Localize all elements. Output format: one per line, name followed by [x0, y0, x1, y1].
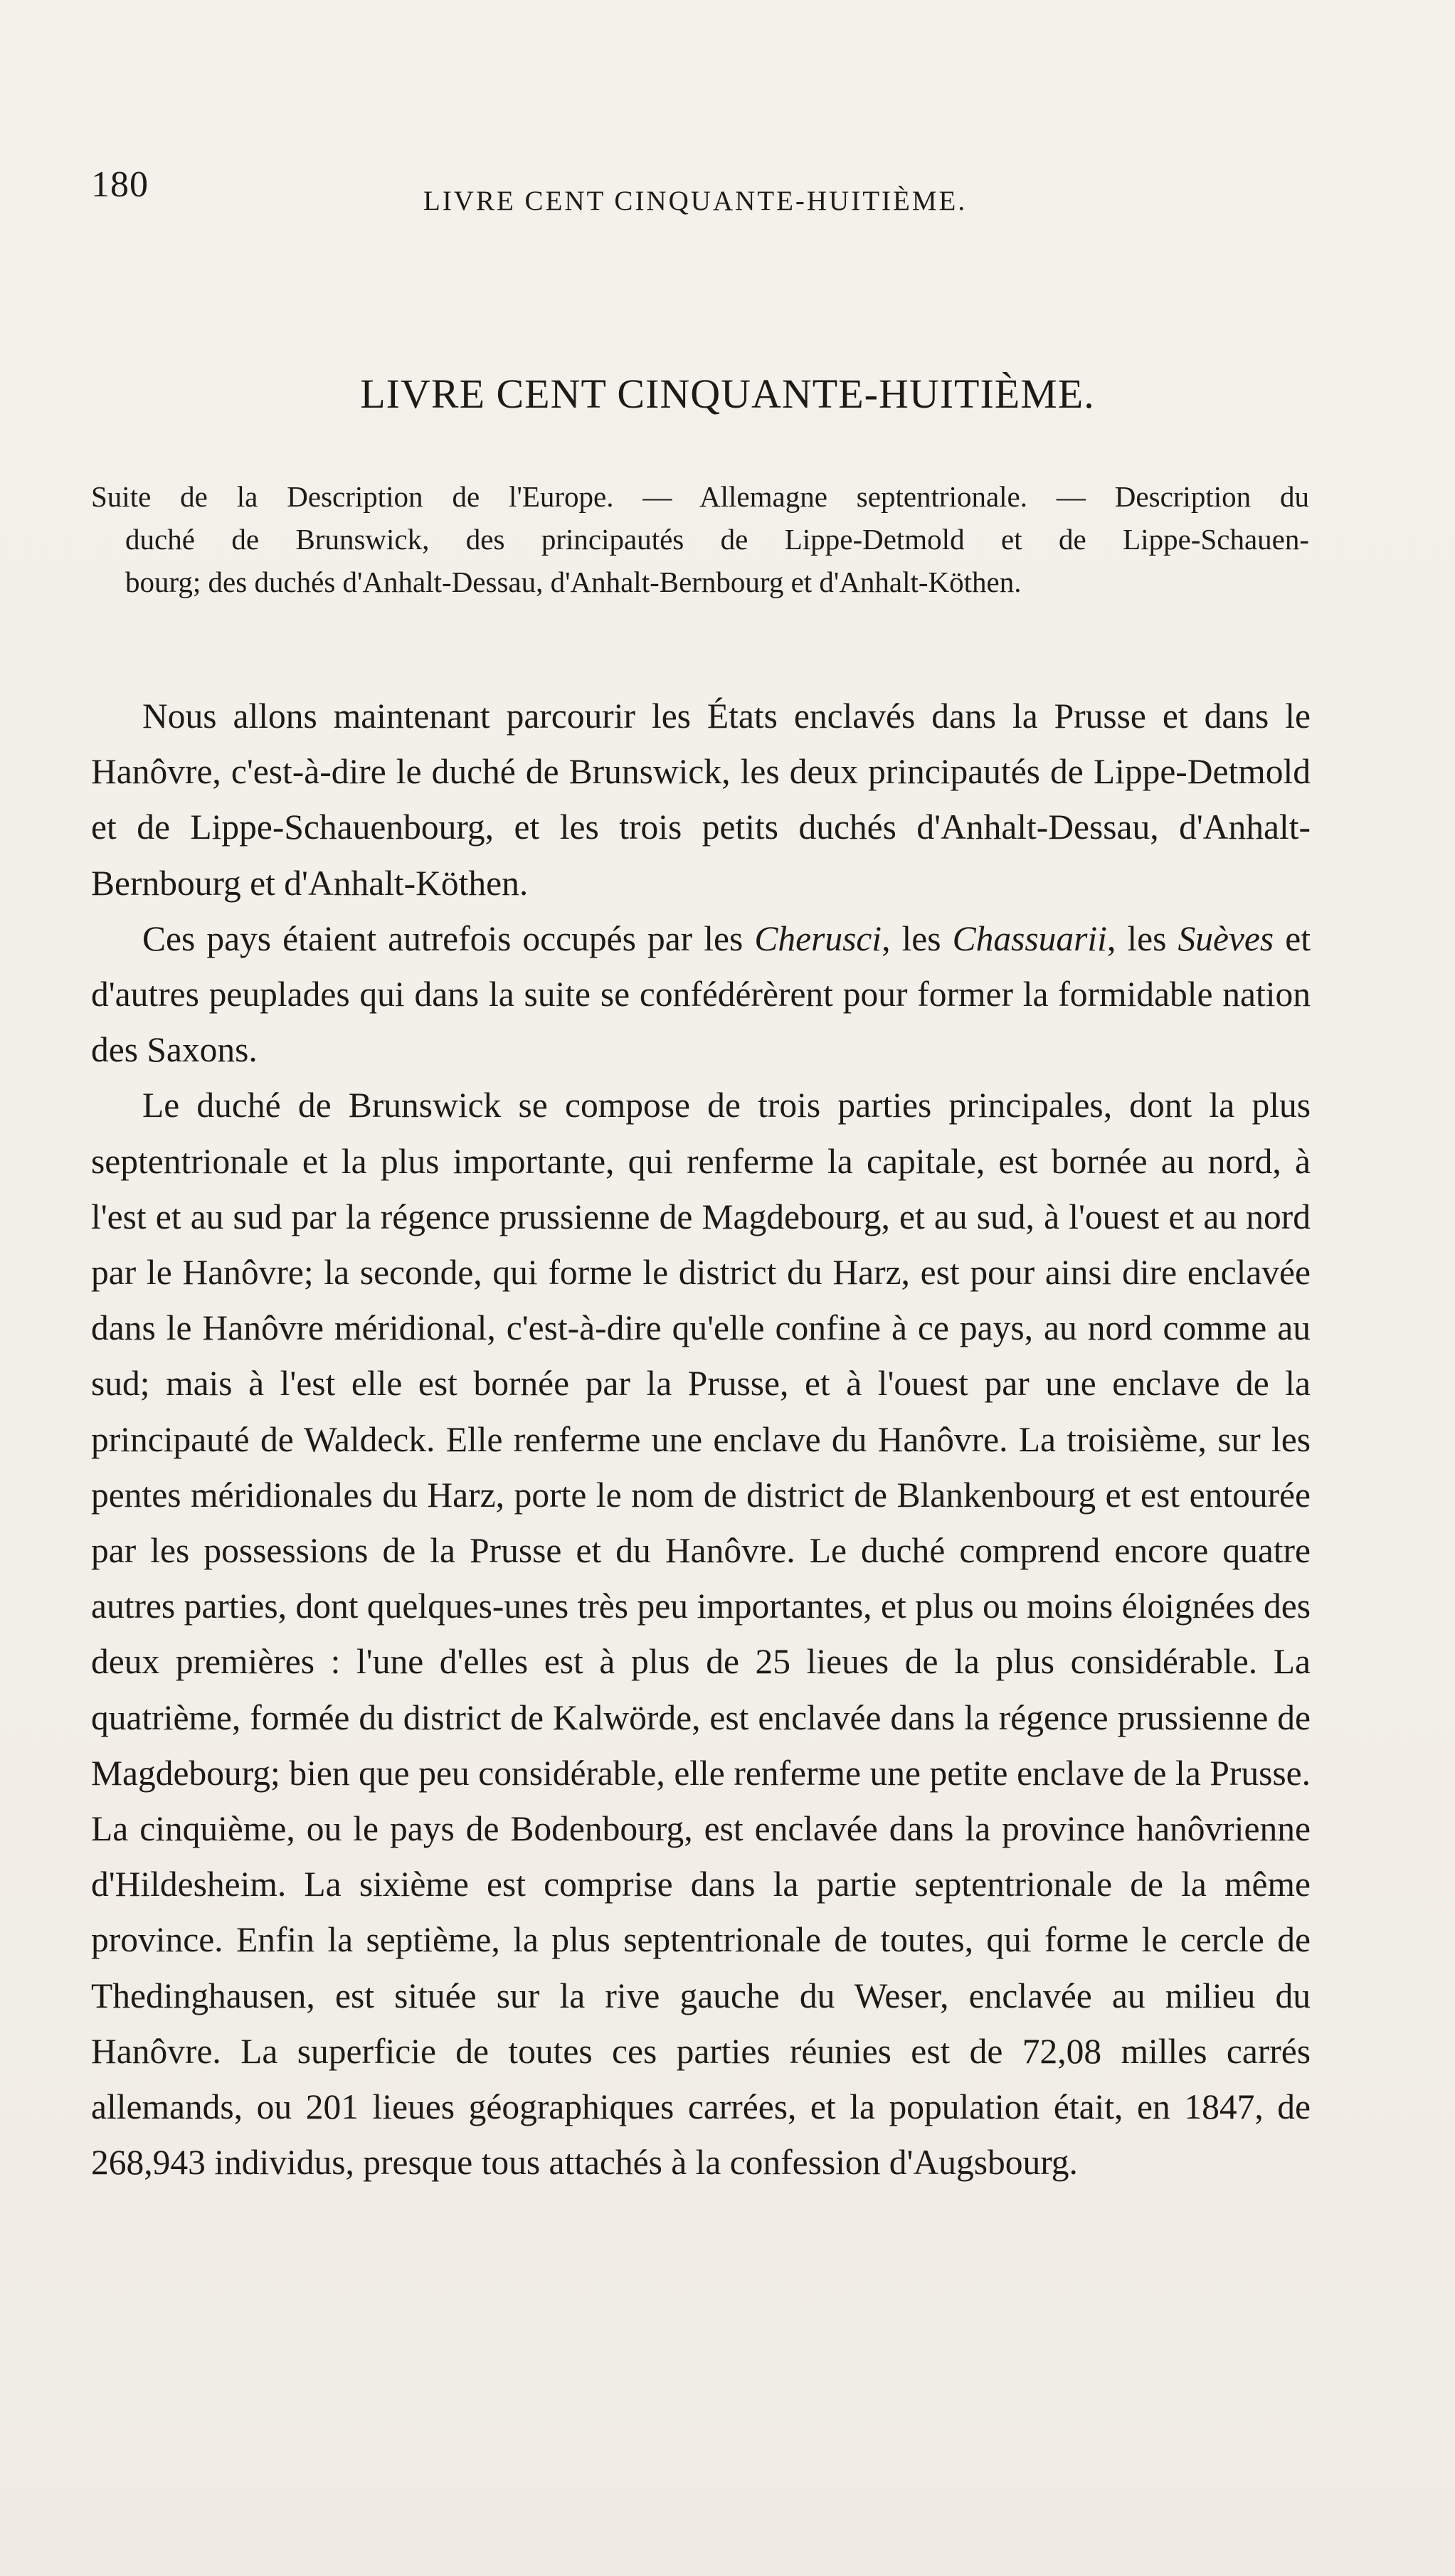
italic-term: Chassuarii	[952, 918, 1107, 958]
summary-line: Suite de la Description de l'Europe. — Allemagne septentrionale. — Description du	[91, 480, 1309, 513]
text-run: Ces pays étaient autrefois occupés par les	[142, 918, 755, 958]
italic-term: Suèves	[1178, 918, 1274, 958]
text-run: et d'autres peuplades qui dans la suite se confédérèrent pour former la formidable nation des Saxons.	[91, 918, 1311, 1070]
body-text	[91, 689, 1311, 2190]
running-title: LIVRE CENT CINQUANTE-HUITIÈME.	[423, 186, 968, 216]
paragraph	[91, 911, 1311, 1078]
text-run: , les	[882, 918, 953, 958]
paragraph: Le duché de Brunswick se compose de trois parties principales, dont la plus septentrionale et la plus importante, qui renferme la capitale, est bornée au nord, à l'est et au sud par la régence prussienne de Magdebourg, et au sud, à l'ouest et au nord par le Hanôvre; la seconde, qui forme le district du Harz, est pour ainsi dire enclavée dans le Hanôvre méridional, c'est-à-dire qu'elle confine à ce pays, au nord comme au sud; mais à l'est elle est bornée par la Prusse, et à l'ouest par une enclave de la principauté de Waldeck. Elle renferme une enclave du Hanôvre. La troisième, sur les pentes méridionales du Harz, porte le nom de district de Blankenbourg et est entourée par les possessions de la Prusse et du Hanôvre. Le duché comprend encore quatre autres parties, dont quelques-unes très peu importantes, et plus ou moins éloignées des deux premières : l'une d'elles est à plus de 25 lieues de la plus considérable. La quatrième, formée du district de Kalwörde, est enclavée dans la régence prussienne de Magdebourg; bien que peu considérable, elle renferme une petite enclave de la Prusse. La cinquième, ou le pays de Bodenbourg, est enclavée dans la province hanôvrienne d'Hildesheim. La sixième est comprise dans la partie septentrionale de la même province. Enfin la septième, la plus septentrionale de toutes, qui forme le cercle de Thedinghausen, est située sur la rive gauche du Weser, enclavée au milieu du Hanôvre. La superficie de toutes ces parties réunies est de 72,08 milles carrés allemands, ou 201 lieues géographiques carrées, et la population était, en 1847, de 268,943 individus, presque tous attachés à la confession d'Augsbourg.	[91, 1086, 1311, 2183]
text-run: , les	[1106, 918, 1178, 958]
running-head	[0, 164, 1455, 221]
page-number: 180	[91, 164, 149, 205]
summary-line: bourg; des duchés d'Anhalt-Dessau, d'Anhalt-Bernbourg et d'Anhalt-Köthen.	[125, 566, 1022, 598]
paragraph: Nous allons maintenant parcourir les États enclavés dans la Prusse et dans le Hanôvre, c'est-à-dire le duché de Brunswick, les deux principautés de Lippe-Detmold et de Lippe-Schauenbourg, et les trois petits duchés d'Anhalt-Dessau, d'Anhalt-Bernbourg et d'Anhalt-Köthen.	[91, 696, 1311, 903]
summary-line: duché de Brunswick, des principautés de Lippe-Detmold et de Lippe-Schauen-	[125, 523, 1309, 556]
italic-term: Cherusci	[754, 918, 882, 958]
chapter-title: LIVRE CENT CINQUANTE-HUITIÈME.	[360, 371, 1095, 417]
chapter-summary	[91, 475, 1309, 603]
